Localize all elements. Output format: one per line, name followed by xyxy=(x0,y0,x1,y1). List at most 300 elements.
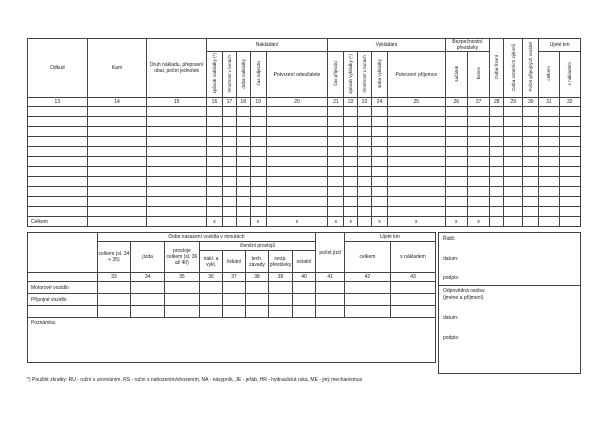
cell[interactable] xyxy=(388,157,446,167)
cell[interactable] xyxy=(445,107,467,117)
cell[interactable] xyxy=(388,187,446,197)
cell[interactable] xyxy=(266,207,328,217)
cell[interactable] xyxy=(28,147,88,157)
cell[interactable] xyxy=(206,137,222,147)
odpovedna-osoba-label: Odpovědná osoba: xyxy=(443,288,486,294)
cell[interactable] xyxy=(445,157,467,167)
column-number: 30 xyxy=(523,98,539,107)
cell[interactable] xyxy=(523,217,539,227)
cell[interactable] xyxy=(559,197,580,207)
cell[interactable] xyxy=(523,177,539,187)
cell[interactable] xyxy=(97,282,131,294)
cell[interactable] xyxy=(344,147,358,157)
cell[interactable] xyxy=(222,217,236,227)
cell[interactable] xyxy=(344,197,358,207)
cell[interactable] xyxy=(559,107,580,117)
cell[interactable] xyxy=(358,217,372,227)
cell[interactable] xyxy=(328,117,344,127)
cell[interactable] xyxy=(490,157,504,167)
cell[interactable] xyxy=(28,187,88,197)
cell[interactable] xyxy=(539,157,559,167)
cell[interactable] xyxy=(467,107,489,117)
cell[interactable] xyxy=(372,107,388,117)
cell[interactable] xyxy=(490,137,504,147)
cell[interactable] xyxy=(147,157,207,167)
cell[interactable] xyxy=(445,167,467,177)
cell[interactable] xyxy=(388,177,446,187)
cell[interactable] xyxy=(222,197,236,207)
column-number: 38 xyxy=(245,273,269,282)
cell[interactable] xyxy=(266,197,328,207)
cell[interactable] xyxy=(445,117,467,127)
cell[interactable] xyxy=(344,282,390,294)
cell[interactable] xyxy=(523,117,539,127)
cell[interactable] xyxy=(223,294,245,306)
cell[interactable] xyxy=(147,207,207,217)
cell[interactable] xyxy=(467,167,489,177)
column-number: 25 xyxy=(388,98,446,107)
cell[interactable] xyxy=(504,147,523,157)
cell[interactable] xyxy=(539,137,559,147)
cell[interactable] xyxy=(28,117,88,127)
column-number: 21 xyxy=(328,98,344,107)
cell[interactable] xyxy=(28,127,88,137)
cell[interactable] xyxy=(559,167,580,177)
cell[interactable] xyxy=(344,137,358,147)
cell[interactable] xyxy=(97,294,131,306)
cell[interactable] xyxy=(490,177,504,187)
cell[interactable] xyxy=(523,187,539,197)
cell[interactable] xyxy=(445,137,467,147)
cell[interactable] xyxy=(147,217,207,227)
cell[interactable] xyxy=(358,107,372,117)
cell[interactable] xyxy=(523,207,539,217)
cell[interactable] xyxy=(490,107,504,117)
cell[interactable] xyxy=(523,157,539,167)
cell[interactable] xyxy=(358,167,372,177)
cell[interactable] xyxy=(559,127,580,137)
cell[interactable] xyxy=(250,167,266,177)
cell[interactable] xyxy=(236,217,250,227)
cell[interactable] xyxy=(199,306,223,318)
cell[interactable] xyxy=(504,127,523,137)
cell[interactable] xyxy=(206,167,222,177)
cell[interactable] xyxy=(266,127,328,137)
cell[interactable] xyxy=(559,177,580,187)
cell[interactable] xyxy=(390,282,435,294)
cell[interactable] xyxy=(388,197,446,207)
header-druh-nakladu: Druh nákladu, přepravní obal, počet jednotek xyxy=(147,39,207,98)
cell[interactable] xyxy=(328,147,344,157)
cell[interactable] xyxy=(344,187,358,197)
cell[interactable] xyxy=(328,157,344,167)
cell[interactable] xyxy=(222,167,236,177)
cell[interactable] xyxy=(28,207,88,217)
cell[interactable] xyxy=(504,217,523,227)
cell[interactable] xyxy=(344,294,390,306)
prostoje-header: prostoje celkem (sl. 36 až 40) xyxy=(164,242,199,273)
cell[interactable] xyxy=(467,147,489,157)
cell[interactable] xyxy=(539,107,559,117)
cell[interactable] xyxy=(266,167,328,177)
signature-box xyxy=(438,232,581,374)
cell[interactable] xyxy=(358,207,372,217)
cell[interactable] xyxy=(28,177,88,187)
cell[interactable] xyxy=(269,282,293,294)
cell[interactable] xyxy=(250,127,266,137)
cell[interactable] xyxy=(445,207,467,217)
cell[interactable] xyxy=(372,207,388,217)
cell[interactable] xyxy=(292,306,316,318)
cell[interactable] xyxy=(206,207,222,217)
cell[interactable] xyxy=(292,294,316,306)
cell[interactable] xyxy=(372,177,388,187)
cell[interactable] xyxy=(372,147,388,157)
cell[interactable] xyxy=(316,282,345,294)
cell[interactable] xyxy=(372,157,388,167)
cell[interactable] xyxy=(147,107,207,117)
cell[interactable] xyxy=(390,306,435,318)
cell[interactable] xyxy=(504,107,523,117)
column-number: 31 xyxy=(539,98,559,107)
cell[interactable] xyxy=(236,137,250,147)
column-number: 29 xyxy=(504,98,523,107)
cell[interactable] xyxy=(164,306,199,318)
cell[interactable] xyxy=(390,294,435,306)
cell[interactable] xyxy=(504,207,523,217)
cell[interactable] xyxy=(250,197,266,207)
cell[interactable] xyxy=(206,157,222,167)
podpis-label-1: podpis: xyxy=(443,275,460,281)
cell[interactable] xyxy=(87,157,147,167)
column-number: 18 xyxy=(236,98,250,107)
cell[interactable] xyxy=(490,167,504,177)
cell[interactable] xyxy=(358,197,372,207)
cell[interactable] xyxy=(206,107,222,117)
cell[interactable] xyxy=(504,197,523,207)
cell[interactable] xyxy=(250,117,266,127)
cell[interactable] xyxy=(467,187,489,197)
cell[interactable] xyxy=(199,282,223,294)
table-row xyxy=(28,127,581,137)
cell[interactable] xyxy=(467,117,489,127)
cell[interactable] xyxy=(559,217,580,227)
cell[interactable] xyxy=(206,127,222,137)
cell[interactable] xyxy=(28,157,88,167)
cell[interactable] xyxy=(316,306,345,318)
cell[interactable] xyxy=(97,306,131,318)
cell[interactable] xyxy=(539,197,559,207)
cell[interactable] xyxy=(467,197,489,207)
cell[interactable] xyxy=(250,177,266,187)
cell[interactable] xyxy=(87,117,147,127)
cell[interactable] xyxy=(559,157,580,167)
cell[interactable] xyxy=(344,306,390,318)
cell[interactable] xyxy=(388,127,446,137)
cell[interactable] xyxy=(164,282,199,294)
cell[interactable] xyxy=(344,107,358,117)
cell[interactable] xyxy=(445,127,467,137)
cell[interactable] xyxy=(490,117,504,127)
cell[interactable] xyxy=(87,127,147,137)
cell[interactable] xyxy=(328,177,344,187)
cell[interactable] xyxy=(87,167,147,177)
cell[interactable] xyxy=(467,177,489,187)
cell[interactable] xyxy=(206,117,222,127)
cell[interactable] xyxy=(358,117,372,127)
cell[interactable] xyxy=(147,117,207,127)
cell[interactable] xyxy=(523,197,539,207)
km-s-nakladem-header: s nákladem xyxy=(390,242,435,273)
cell[interactable] xyxy=(236,107,250,117)
cell[interactable] xyxy=(490,187,504,197)
cell[interactable] xyxy=(87,177,147,187)
cell[interactable] xyxy=(445,147,467,157)
cell[interactable] xyxy=(266,157,328,167)
cell[interactable] xyxy=(147,167,207,177)
cell[interactable] xyxy=(559,147,580,157)
cell[interactable] xyxy=(388,147,446,157)
cell[interactable] xyxy=(523,107,539,117)
cell[interactable] xyxy=(490,207,504,217)
cell[interactable] xyxy=(236,127,250,137)
cell[interactable] xyxy=(147,187,207,197)
cell[interactable] xyxy=(358,157,372,167)
cell[interactable] xyxy=(147,177,207,187)
cell[interactable] xyxy=(28,167,88,177)
poznamka-label: Poznámka: xyxy=(31,320,57,326)
x-mark: x xyxy=(250,217,266,227)
cell[interactable] xyxy=(358,187,372,197)
cell[interactable] xyxy=(539,207,559,217)
cell[interactable] xyxy=(131,294,165,306)
cell[interactable] xyxy=(250,137,266,147)
cell[interactable] xyxy=(266,177,328,187)
cell[interactable] xyxy=(344,167,358,177)
cell[interactable] xyxy=(372,197,388,207)
cell[interactable] xyxy=(250,147,266,157)
cell[interactable] xyxy=(236,157,250,167)
cell[interactable] xyxy=(344,177,358,187)
cell[interactable] xyxy=(388,167,446,177)
cell[interactable] xyxy=(388,107,446,117)
cell[interactable] xyxy=(87,187,147,197)
sub-vyk-doba: doba vykládky xyxy=(377,58,383,89)
cell[interactable] xyxy=(559,117,580,127)
poznamka-field[interactable] xyxy=(28,318,436,363)
cell[interactable] xyxy=(245,282,269,294)
cell[interactable] xyxy=(250,187,266,197)
cell[interactable] xyxy=(206,147,222,157)
cell[interactable] xyxy=(223,306,245,318)
cell[interactable] xyxy=(490,147,504,157)
cell[interactable] xyxy=(539,117,559,127)
cell[interactable] xyxy=(28,197,88,207)
cell[interactable] xyxy=(504,187,523,197)
cell[interactable] xyxy=(206,197,222,207)
cell[interactable] xyxy=(372,117,388,127)
cell[interactable] xyxy=(206,177,222,187)
cell[interactable] xyxy=(266,187,328,197)
cell[interactable] xyxy=(388,137,446,147)
column-number: 32 xyxy=(559,98,580,107)
cell[interactable] xyxy=(266,117,328,127)
cell[interactable] xyxy=(372,187,388,197)
cell[interactable] xyxy=(445,197,467,207)
cell[interactable] xyxy=(131,306,165,318)
cell[interactable] xyxy=(236,117,250,127)
cell[interactable] xyxy=(147,137,207,147)
cell[interactable] xyxy=(523,167,539,177)
cell[interactable] xyxy=(223,282,245,294)
cell[interactable] xyxy=(504,167,523,177)
cell[interactable] xyxy=(250,157,266,167)
cell[interactable] xyxy=(222,107,236,117)
ujete-km-header: Ujeté km xyxy=(344,233,435,242)
cell[interactable] xyxy=(236,187,250,197)
cell[interactable] xyxy=(559,187,580,197)
cell[interactable] xyxy=(245,294,269,306)
cell[interactable] xyxy=(87,137,147,147)
x-mark: x xyxy=(372,217,388,227)
cell[interactable] xyxy=(222,157,236,167)
cell[interactable] xyxy=(328,197,344,207)
column-number: 42 xyxy=(344,273,390,282)
cell[interactable] xyxy=(266,107,328,117)
cell[interactable] xyxy=(358,127,372,137)
cell[interactable] xyxy=(236,207,250,217)
cell[interactable] xyxy=(316,294,345,306)
cell[interactable] xyxy=(131,282,165,294)
x-mark: x xyxy=(328,217,344,227)
column-number: 27 xyxy=(467,98,489,107)
cell[interactable] xyxy=(236,197,250,207)
column-number: 34 xyxy=(131,273,165,282)
cell[interactable] xyxy=(206,187,222,197)
header-vykladani: Vykládání xyxy=(328,39,445,52)
cell[interactable] xyxy=(164,294,199,306)
cell[interactable] xyxy=(328,187,344,197)
cell[interactable] xyxy=(328,107,344,117)
column-number: 13 xyxy=(28,98,88,107)
cell[interactable] xyxy=(358,137,372,147)
cell[interactable] xyxy=(539,217,559,227)
cell[interactable] xyxy=(523,147,539,157)
podpis-label-2: podpis: xyxy=(443,335,460,341)
cell[interactable] xyxy=(222,127,236,137)
cell[interactable] xyxy=(266,137,328,147)
column-number: 14 xyxy=(87,98,147,107)
cell[interactable] xyxy=(504,157,523,167)
column-number: 41 xyxy=(316,273,345,282)
cell[interactable] xyxy=(87,217,147,227)
cell[interactable] xyxy=(147,147,207,157)
cell[interactable] xyxy=(467,137,489,147)
cell[interactable] xyxy=(292,282,316,294)
cell[interactable] xyxy=(236,167,250,177)
cell[interactable] xyxy=(87,207,147,217)
cell[interactable] xyxy=(269,294,293,306)
cell[interactable] xyxy=(28,137,88,147)
x-mark: x xyxy=(344,217,358,227)
cell[interactable] xyxy=(523,137,539,147)
cell[interactable] xyxy=(490,127,504,137)
cell[interactable] xyxy=(328,167,344,177)
cell[interactable] xyxy=(87,107,147,117)
cell[interactable] xyxy=(559,207,580,217)
cell[interactable] xyxy=(504,137,523,147)
cekani-header: čekání xyxy=(223,251,245,273)
cell[interactable] xyxy=(539,167,559,177)
cell[interactable] xyxy=(87,197,147,207)
cell[interactable] xyxy=(445,177,467,187)
cell[interactable] xyxy=(222,137,236,147)
cell[interactable] xyxy=(388,117,446,127)
cell[interactable] xyxy=(245,306,269,318)
cell[interactable] xyxy=(266,147,328,157)
cell[interactable] xyxy=(358,147,372,157)
cell[interactable] xyxy=(372,127,388,137)
cell[interactable] xyxy=(344,127,358,137)
cell[interactable] xyxy=(236,147,250,157)
cell[interactable] xyxy=(222,187,236,197)
cell[interactable] xyxy=(358,177,372,187)
cell[interactable] xyxy=(539,127,559,137)
pripojne-row xyxy=(28,294,436,306)
cell[interactable] xyxy=(222,117,236,127)
cell[interactable] xyxy=(559,137,580,147)
cell[interactable] xyxy=(539,177,559,187)
cell[interactable] xyxy=(269,306,293,318)
cell[interactable] xyxy=(28,306,98,318)
table-row xyxy=(28,147,581,157)
cell[interactable] xyxy=(344,117,358,127)
cell[interactable] xyxy=(467,127,489,137)
column-number: 40 xyxy=(292,273,316,282)
cell[interactable] xyxy=(445,187,467,197)
cell[interactable] xyxy=(523,127,539,137)
cell[interactable] xyxy=(372,137,388,147)
cell[interactable] xyxy=(222,207,236,217)
cell[interactable] xyxy=(328,137,344,147)
cell[interactable] xyxy=(28,107,88,117)
sub-vyk-cas: čas příjezdu xyxy=(333,61,339,86)
cell[interactable] xyxy=(250,107,266,117)
cell[interactable] xyxy=(147,127,207,137)
cell[interactable] xyxy=(328,127,344,137)
cell[interactable] xyxy=(222,147,236,157)
cell[interactable] xyxy=(388,207,446,217)
cell[interactable] xyxy=(539,187,559,197)
cell[interactable] xyxy=(504,117,523,127)
cell[interactable] xyxy=(344,207,358,217)
cell[interactable] xyxy=(539,147,559,157)
cell[interactable] xyxy=(467,157,489,167)
cell[interactable] xyxy=(87,147,147,157)
cell[interactable] xyxy=(328,207,344,217)
cell[interactable] xyxy=(490,197,504,207)
cell[interactable] xyxy=(222,177,236,187)
cell[interactable] xyxy=(250,207,266,217)
cell[interactable] xyxy=(199,294,223,306)
cell[interactable] xyxy=(504,177,523,187)
cell[interactable] xyxy=(344,157,358,167)
cell[interactable] xyxy=(372,167,388,177)
cell[interactable] xyxy=(236,177,250,187)
cell[interactable] xyxy=(490,217,504,227)
cell[interactable] xyxy=(467,207,489,217)
cell[interactable] xyxy=(147,197,207,207)
